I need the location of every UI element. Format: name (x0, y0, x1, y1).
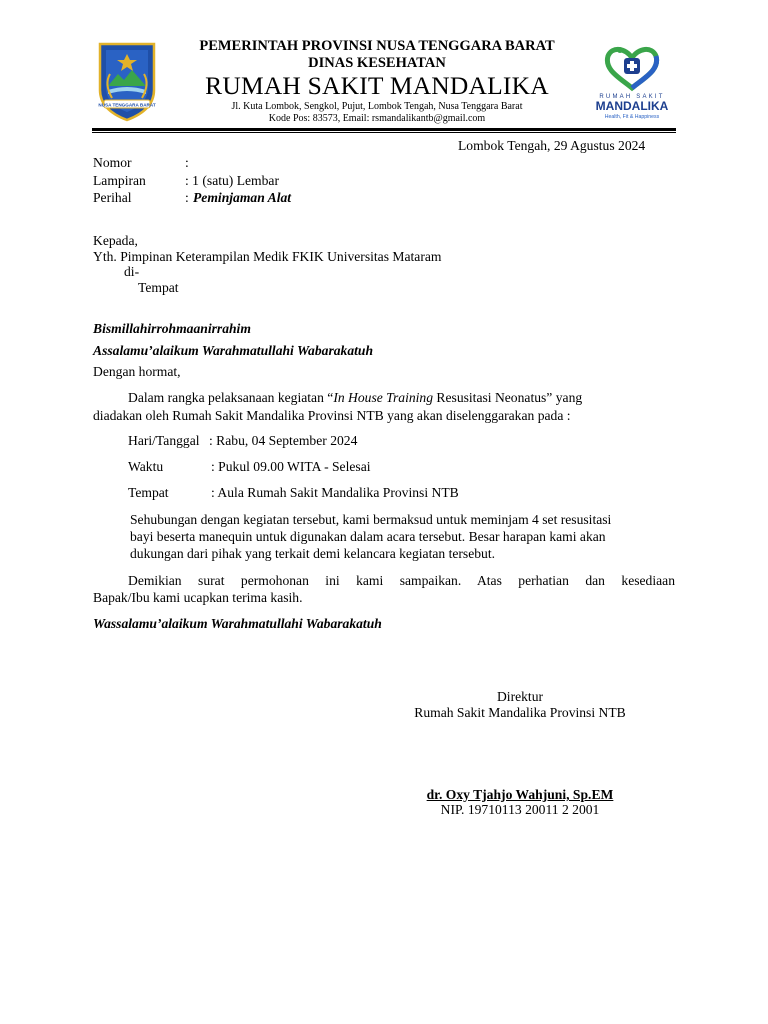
letterhead-divider-thick (92, 128, 676, 131)
kop-postal-email: Kode Pos: 83573, Email: rsmandalikantb@gmail.com (268, 113, 486, 124)
nomor-value: : (185, 155, 189, 170)
signatory-name: dr. Oxy Tjahjo Wahjuni, Sp.EM (426, 787, 614, 802)
opening-salam: Assalamu’alaikum Warahmatullahi Wabarakatuh (93, 343, 374, 358)
paragraph-3-line-2: Bapak/Ibu kami ucapkan terima kasih. (93, 590, 303, 605)
svg-text:Health, Fit & Happiness: Health, Fit & Happiness (604, 114, 660, 120)
recipient-di: di- (124, 264, 140, 279)
signature-title: Direktur (496, 689, 544, 704)
perihal-value: Peminjaman Alat (193, 190, 292, 205)
recipient-to: Kepada, (93, 233, 138, 248)
ntb-emblem-logo (94, 40, 160, 122)
paragraph-1-line-1 (128, 390, 675, 406)
hari-label: Hari/Tanggal (128, 433, 200, 448)
bismillah: Bismillahirrohmaanirrahim (93, 321, 251, 336)
hari-value: : Rabu, 04 September 2024 (209, 433, 358, 448)
paragraph-2-line-2: bayi beserta manequin untuk digunakan dalam acara tersebut. Besar harapan kami akan (130, 529, 606, 544)
letterhead-divider-thin (92, 132, 676, 133)
kop-government-line: PEMERINTAH PROVINSI NUSA TENGGARA BARAT (199, 38, 555, 54)
svg-text:NUSA TENGGARA BARAT: NUSA TENGGARA BARAT (98, 102, 156, 108)
signature-org: Rumah Sakit Mandalika Provinsi NTB (414, 705, 626, 720)
svg-text:MANDALIKA: MANDALIKA (595, 99, 669, 113)
tempat-value: : Aula Rumah Sakit Mandalika Provinsi NTB (211, 485, 459, 500)
perihal-label: Perihal (93, 190, 132, 205)
kop-address: Jl. Kuta Lombok, Sengkol, Pujut, Lombok Tengah, Nusa Tenggara Barat (231, 101, 523, 112)
lampiran-value: : 1 (satu) Lembar (185, 173, 279, 188)
p1-end: Resusitasi Neonatus” yang (433, 390, 583, 405)
kop-hospital-name: RUMAH SAKIT MANDALIKA (205, 71, 549, 100)
nomor-label: Nomor (93, 155, 132, 170)
perihal-colon: : (185, 190, 189, 205)
waktu-label: Waktu (128, 459, 164, 474)
waktu-value: : Pukul 09.00 WITA - Selesai (211, 459, 371, 474)
paragraph-3-line-1: Demikian surat permohonan ini kami sampaikan. Atas perhatian dan kesediaan (128, 573, 675, 588)
paragraph-2-line-1: Sehubungan dengan kegiatan tersebut, kami bermaksud untuk meminjam 4 set resusitasi (130, 512, 612, 527)
signatory-nip: NIP. 19710113 20011 2 2001 (440, 802, 600, 817)
lampiran-label: Lampiran (93, 173, 146, 188)
kop-department-line: DINAS KESEHATAN (308, 55, 446, 71)
paragraph-1-line-2: diadakan oleh Rumah Sakit Mandalika Provinsi NTB yang akan diselenggarakan pada : (93, 408, 571, 423)
dengan-hormat: Dengan hormat, (93, 364, 181, 379)
recipient-name: Yth. Pimpinan Keterampilan Medik FKIK Universitas Mataram (93, 249, 442, 264)
p1-italic: In House Training (333, 390, 434, 405)
recipient-place: Tempat (138, 280, 179, 295)
p1-start: Dalam rangka pelaksanaan kegiatan “ (128, 390, 334, 405)
paragraph-2-line-3: dukungan dari pihak yang terkait demi kelancara kegiatan tersebut. (130, 546, 496, 561)
tempat-label: Tempat (128, 485, 169, 500)
place-date: Lombok Tengah, 29 Agustus 2024 (458, 138, 646, 153)
rs-mandalika-logo (590, 42, 674, 124)
closing-salam: Wassalamu’alaikum Warahmatullahi Wabarakatuh (93, 616, 382, 631)
svg-text:RUMAH SAKIT: RUMAH SAKIT (599, 94, 665, 100)
